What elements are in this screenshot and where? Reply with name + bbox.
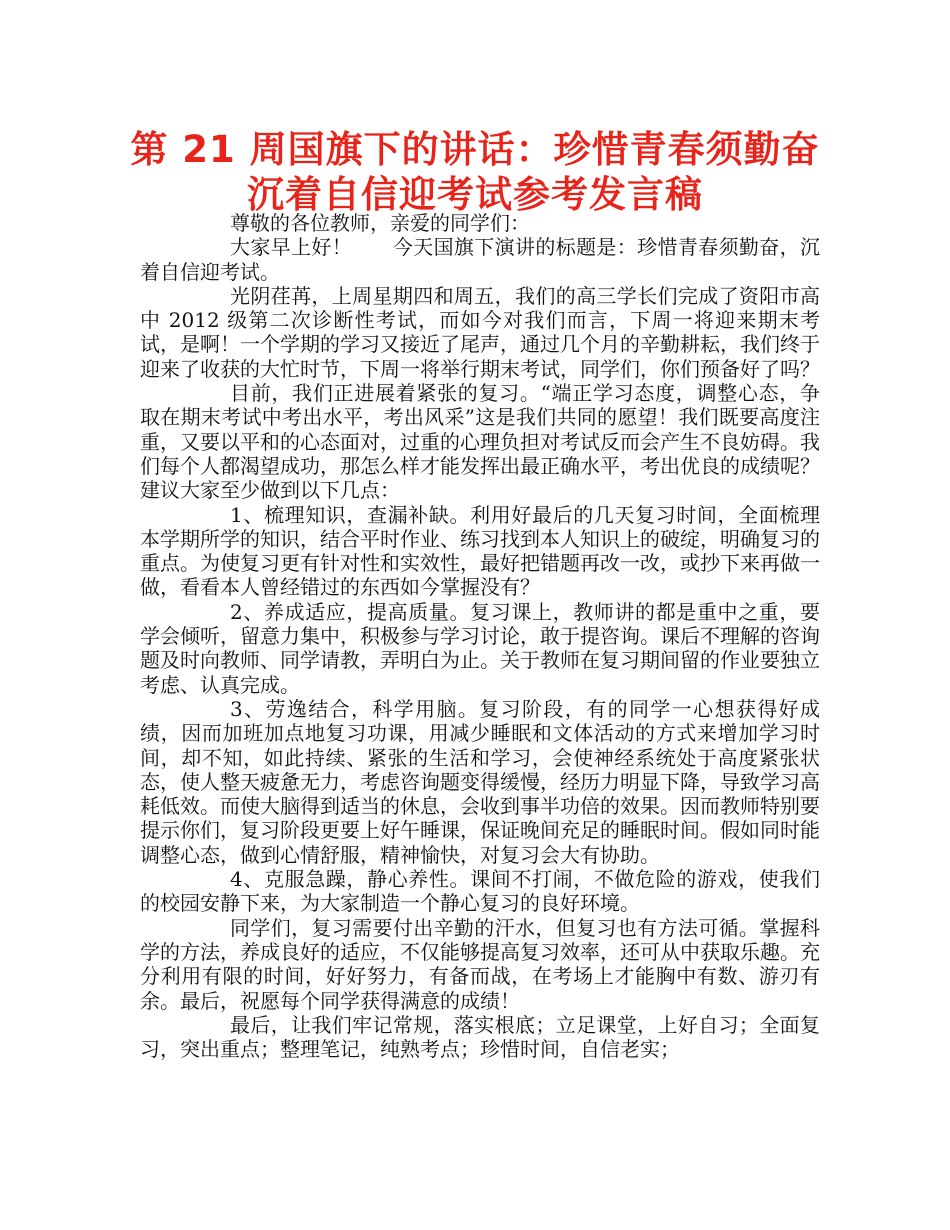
salutation-paragraph: 尊敬的各位教师，亲爱的同学们： xyxy=(230,211,530,235)
document-body xyxy=(140,211,820,1061)
body-paragraph: 光阴荏苒，上周星期四和周五，我们的高三学长们完成了资阳市高中 2012 级第二次诊断性考试，而如今对我们而言，下周一将迎来期末考试，是啊！一个学期的学习又接近了尾声，通过几个月的辛勤耕耘，我们终于迎来了收获的大忙时节，下周一将举行期末考试，同学们，你们预备好了吗？ xyxy=(140,283,820,381)
document-title-line-1: 第 21 周国旗下的讲话：珍惜青春须勤奋 xyxy=(130,128,820,171)
tip-paragraph-1: 1、梳理知识，查漏补缺。利用好最后的几天复习时间，全面梳理本学期所学的知识，结合平时作业、练习找到本人知识上的破绽，明确复习的重点。为使复习更有针对性和实效性，最好把错题再改一改，或抄下来再做一做，看看本人曾经错过的东西如今掌握没有？ xyxy=(140,502,820,600)
greeting-paragraph: 大家早上好！ 今天国旗下演讲的标题是：珍惜青春须勤奋，沉着自信迎考试。 xyxy=(140,235,820,284)
tip-paragraph-4: 4、克服急躁，静心养性。课间不打闹，不做危险的游戏，使我们的校园安静下来，为大家制造一个静心复习的良好环境。 xyxy=(140,867,820,916)
closing-paragraph: 最后，让我们牢记常规，落实根底；立足课堂，上好自习；全面复习，突出重点；整理笔记，纯熟考点；珍惜时间，自信老实； xyxy=(140,1012,820,1062)
tip-paragraph-3: 3、劳逸结合，科学用脑。复习阶段，有的同学一心想获得好成绩，因而加班加点地复习功课，用减少睡眠和文体活动的方式来增加学习时间，却不知，如此持续、紧张的生活和学习，会使神经系统处于高度紧张状态，使人整天疲惫无力，考虑咨询题变得缓慢，经历力明显下降，导致学习高耗低效。而使大脑得到适当的休息，会收到事半功倍的效果。因而教师特别要提示你们，复习阶段更要上好午睡课，保证晚间充足的睡眠时间。假如同时能调整心态，做到心情舒服，精神愉快，对复习会大有协助。 xyxy=(140,696,820,867)
document-title-line-2: 沉着自信迎考试参考发言稿 xyxy=(247,173,703,216)
tip-paragraph-2: 2、养成适应，提高质量。复习课上，教师讲的都是重中之重，要学会倾听，留意力集中，积极参与学习讨论，敢于提咨询。课后不理解的咨询题及时向教师、同学请教，弄明白为止。关于教师在复习期间留的作业要独立考虑、认真完成。 xyxy=(140,599,820,697)
body-paragraph: 同学们，复习需要付出辛勤的汗水，但复习也有方法可循。掌握科学的方法，养成良好的适应，不仅能够提高复习效率，还可从中获取乐趣。充分利用有限的时间，好好努力，有备而战，在考场上才能胸中有数、游刃有余。最后，祝愿每个同学获得满意的成绩！ xyxy=(140,915,820,1013)
body-paragraph: 目前，我们正进展着紧张的复习。“端正学习态度，调整心态，争取在期末考试中考出水平，考出风采”这是我们共同的愿望！我们既要高度注重，又要以平和的心态面对，过重的心理负担对考试反而会产生不良妨碍。我们每个人都渴望成功，那怎么样才能发挥出最正确水平，考出优良的成绩呢？建议大家至少做到以下几点： xyxy=(140,381,820,503)
